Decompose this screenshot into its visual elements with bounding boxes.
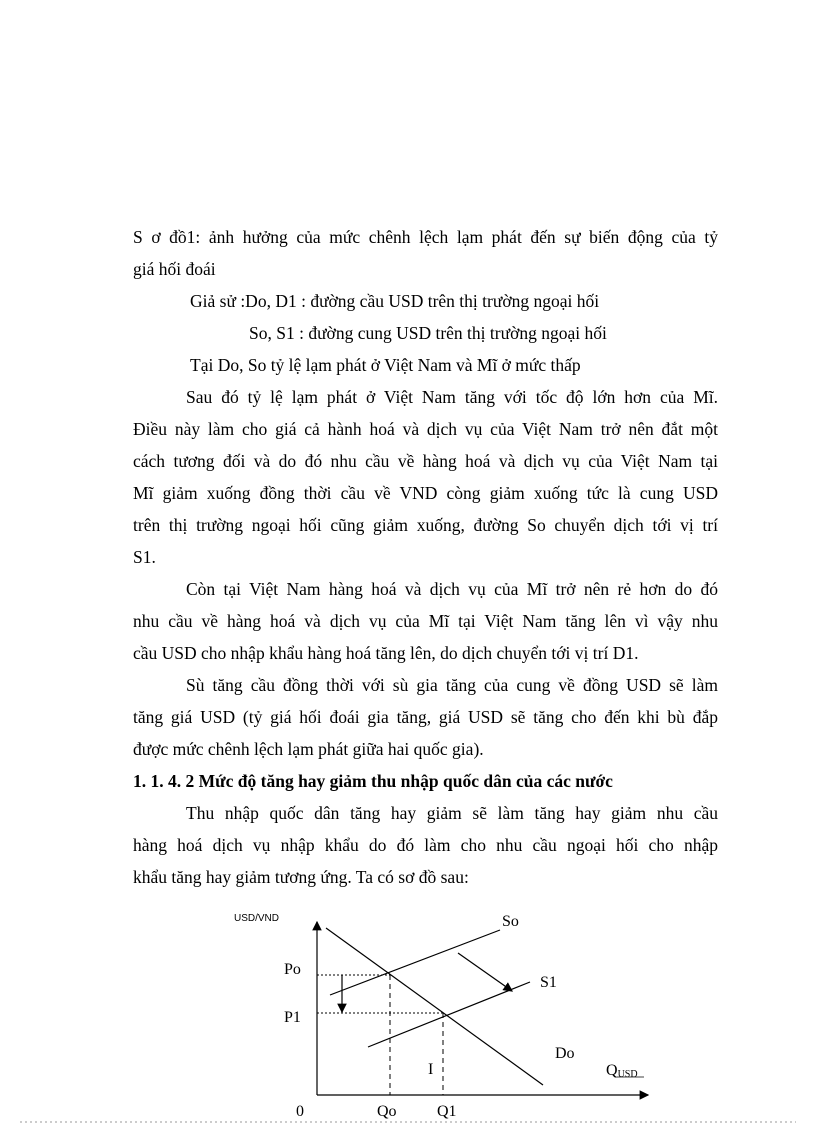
paragraph-line: cách tương đối và do đó nhu cầu về hàng hoá và dịch vụ của Việt Nam tại xyxy=(133,451,718,471)
curve-label-so: So xyxy=(502,913,519,930)
paragraph-line: trên thị trường ngoại hối cũng giảm xuống, đường So chuyển dịch tới vị trí xyxy=(133,515,718,535)
paragraph-line: Giả sử :Do, D1 : đường cầu USD trên thị trường ngoại hối xyxy=(190,291,600,311)
paragraph-line: Thu nhập quốc dân tăng hay giảm sẽ làm tăng hay giảm nhu cầu xyxy=(186,803,718,823)
paragraph-line: S ơ đồ1: ảnh hưởng của mức chênh lệch lạm phát đến sự biến động của tỷ xyxy=(133,227,718,247)
paragraph-line: S1. xyxy=(133,547,156,567)
paragraph-line: hàng hoá dịch vụ nhập khẩu do đó làm cho nhu cầu ngoại hối cho nhập xyxy=(133,835,718,855)
paragraph-line: giá hối đoái xyxy=(133,259,216,279)
paragraph-line: Điều này làm cho giá cả hành hoá và dịch vụ của Việt Nam trở nên đắt một xyxy=(133,419,718,439)
curve-label-s1: S1 xyxy=(540,974,557,991)
curve-label-do: Do xyxy=(555,1045,575,1062)
paragraph-line: tăng giá USD (tỷ giá hối đoái gia tăng, giá USD sẽ tăng cho đến khi bù đắp xyxy=(133,707,718,727)
y-axis-label: USD/VND xyxy=(234,913,280,924)
paragraph-line: cầu USD cho nhập khẩu hàng hoá tăng lên, do dịch chuyển tới vị trí D1. xyxy=(133,643,639,663)
supply-shift-arrow xyxy=(458,953,512,991)
paragraph-line: Tại Do, So tỷ lệ lạm phát ở Việt Nam và Mĩ ở mức thấp xyxy=(190,355,581,375)
quantity-label-qo: Qo xyxy=(377,1103,397,1120)
paragraph-line: Mĩ giảm xuống đồng thời cầu về VND còng giảm xuống tức là cung USD xyxy=(133,483,718,503)
price-label-p1: P1 xyxy=(284,1009,301,1026)
price-label-po: Po xyxy=(284,961,301,978)
supply-curve-so xyxy=(330,930,500,995)
x-axis-label-main: Q xyxy=(606,1062,618,1079)
supply-curve-s1 xyxy=(368,982,530,1047)
paragraph-line: nhu cầu về hàng hoá và dịch vụ của Mĩ tại Việt Nam tăng lên vì vậy nhu xyxy=(133,611,718,631)
paragraph-line: khẩu tăng hay giảm tương ứng. Ta có sơ đồ sau: xyxy=(133,867,469,887)
paragraph-line: được mức chênh lệch lạm phát giữa hai quốc gia). xyxy=(133,739,484,759)
curve-mark: I xyxy=(428,1061,434,1078)
origin-label: 0 xyxy=(296,1103,304,1120)
paragraph-line: So, S1 : đường cung USD trên thị trường ngoại hối xyxy=(249,323,607,343)
x-axis-label-sub: USD xyxy=(617,1069,638,1080)
section-heading: 1. 1. 4. 2 Mức độ tăng hay giảm thu nhập quốc dân của các nước xyxy=(133,771,613,791)
demand-curve-do xyxy=(326,928,543,1085)
quantity-label-q1: Q1 xyxy=(437,1103,457,1120)
paragraph-line: Còn tại Việt Nam hàng hoá và dịch vụ của Mĩ trở nên rẻ hơn do đó xyxy=(186,579,718,599)
paragraph-line: Sau đó tỷ lệ lạm phát ở Việt Nam tăng với tốc độ lớn hơn của Mĩ. xyxy=(186,387,718,407)
paragraph-line: Sù tăng cầu đồng thời với sù gia tăng của cung về đồng USD sẽ làm xyxy=(186,675,718,695)
